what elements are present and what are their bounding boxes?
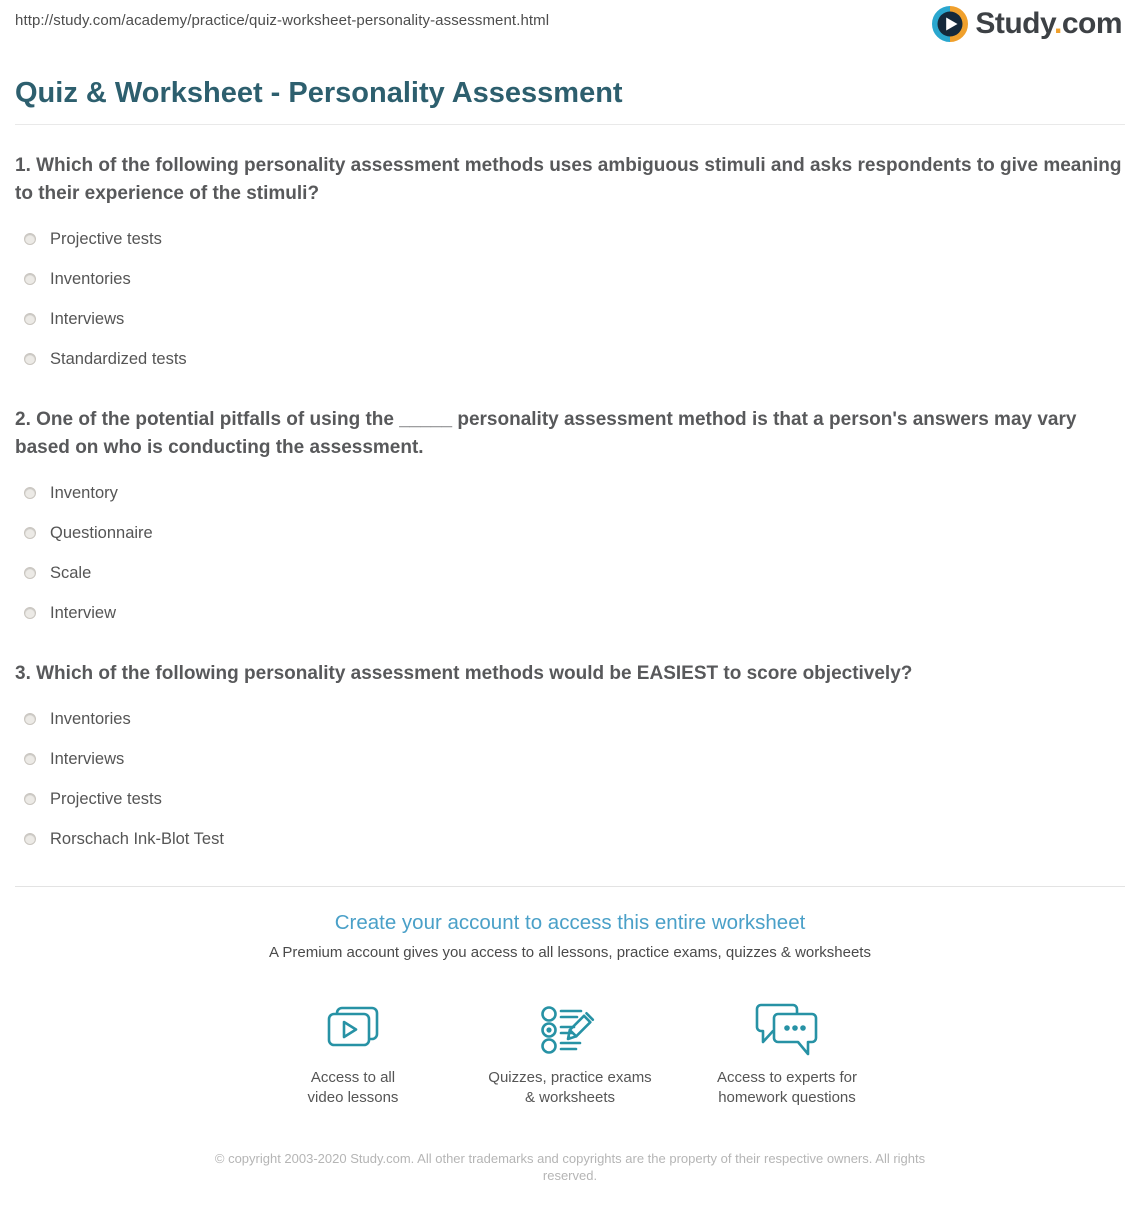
question-2-text: 2. One of the potential pitfalls of using the _____ personality assessment method is that a person's answers may vary based on who is conducting the assessment. [15,409,1077,458]
page-title: Quiz & Worksheet - Personality Assessment [15,77,623,109]
option-label[interactable]: Interviews [50,309,125,328]
feature-label: Access to all video lessons [307,1069,399,1106]
radio-button[interactable] [24,567,36,579]
studycom-logo-text: Study.com [975,7,1122,40]
feature-quizzes-worksheets [462,1001,679,1108]
option-label[interactable]: Inventories [50,709,131,728]
feature-video-lessons [245,1001,462,1108]
signup-section [15,910,1125,1108]
question-1-option-4[interactable] [15,339,1125,379]
option-label[interactable]: Inventories [50,269,131,288]
option-label[interactable]: Scale [50,563,92,582]
question-2-options [15,473,1125,633]
radio-button[interactable] [24,353,36,365]
question-1-text: 1. Which of the following personality assessment methods uses ambiguous stimuli and asks respondents to give meaning to their experience of the stimuli? [15,155,1122,204]
chat-experts-icon [679,1001,896,1059]
signup-subheading: A Premium account gives you access to all lessons, practice exams, quizzes & worksheets [269,944,871,961]
question-3-option-1[interactable] [15,699,1125,739]
radio-button[interactable] [24,233,36,245]
question-2-option-3[interactable] [15,553,1125,593]
studycom-logo[interactable] [932,6,1122,42]
question-1-options [15,219,1125,379]
question-2-option-4[interactable] [15,593,1125,633]
question-3 [15,660,1125,859]
studycom-play-icon [932,6,968,42]
option-label[interactable]: Interviews [50,749,125,768]
radio-button[interactable] [24,607,36,619]
radio-button[interactable] [24,833,36,845]
radio-button[interactable] [24,487,36,499]
option-label[interactable]: Rorschach Ink-Blot Test [50,829,224,848]
question-3-option-3[interactable] [15,779,1125,819]
page-header [0,0,1140,62]
question-1 [15,152,1125,379]
radio-button[interactable] [24,793,36,805]
question-2-option-1[interactable] [15,473,1125,513]
radio-button[interactable] [24,527,36,539]
option-label[interactable]: Inventory [50,483,118,502]
feature-expert-chat [679,1001,896,1108]
quiz-worksheet-icon [462,1001,679,1059]
feature-list [15,1001,1125,1108]
feature-label: Quizzes, practice exams & worksheets [488,1069,652,1106]
question-1-option-2[interactable] [15,259,1125,299]
option-label[interactable]: Projective tests [50,229,162,248]
option-label[interactable]: Standardized tests [50,349,187,368]
question-3-text: 3. Which of the following personality assessment methods would be EASIEST to score objectively? [15,663,913,684]
video-lessons-icon [245,1001,462,1059]
option-label[interactable]: Interview [50,603,117,622]
copyright-text: © copyright 2003-2020 Study.com. All other trademarks and copyrights are the property of their respective owners. All rights reserved. [214,1151,926,1183]
option-label[interactable]: Projective tests [50,789,162,808]
signup-divider [15,886,1125,887]
title-divider [15,124,1125,125]
radio-button[interactable] [24,713,36,725]
question-3-option-2[interactable] [15,739,1125,779]
question-3-option-4[interactable] [15,819,1125,859]
radio-button[interactable] [24,313,36,325]
question-3-options [15,699,1125,859]
question-1-option-3[interactable] [15,299,1125,339]
option-label[interactable]: Questionnaire [50,523,153,542]
question-2 [15,406,1125,633]
page-url: http://study.com/academy/practice/quiz-worksheet-personality-assessment.html [15,12,550,29]
question-1-option-1[interactable] [15,219,1125,259]
radio-button[interactable] [24,753,36,765]
feature-label: Access to experts for homework questions [716,1069,858,1106]
radio-button[interactable] [24,273,36,285]
signup-heading[interactable]: Create your account to access this entire worksheet [334,911,806,934]
question-2-option-2[interactable] [15,513,1125,553]
